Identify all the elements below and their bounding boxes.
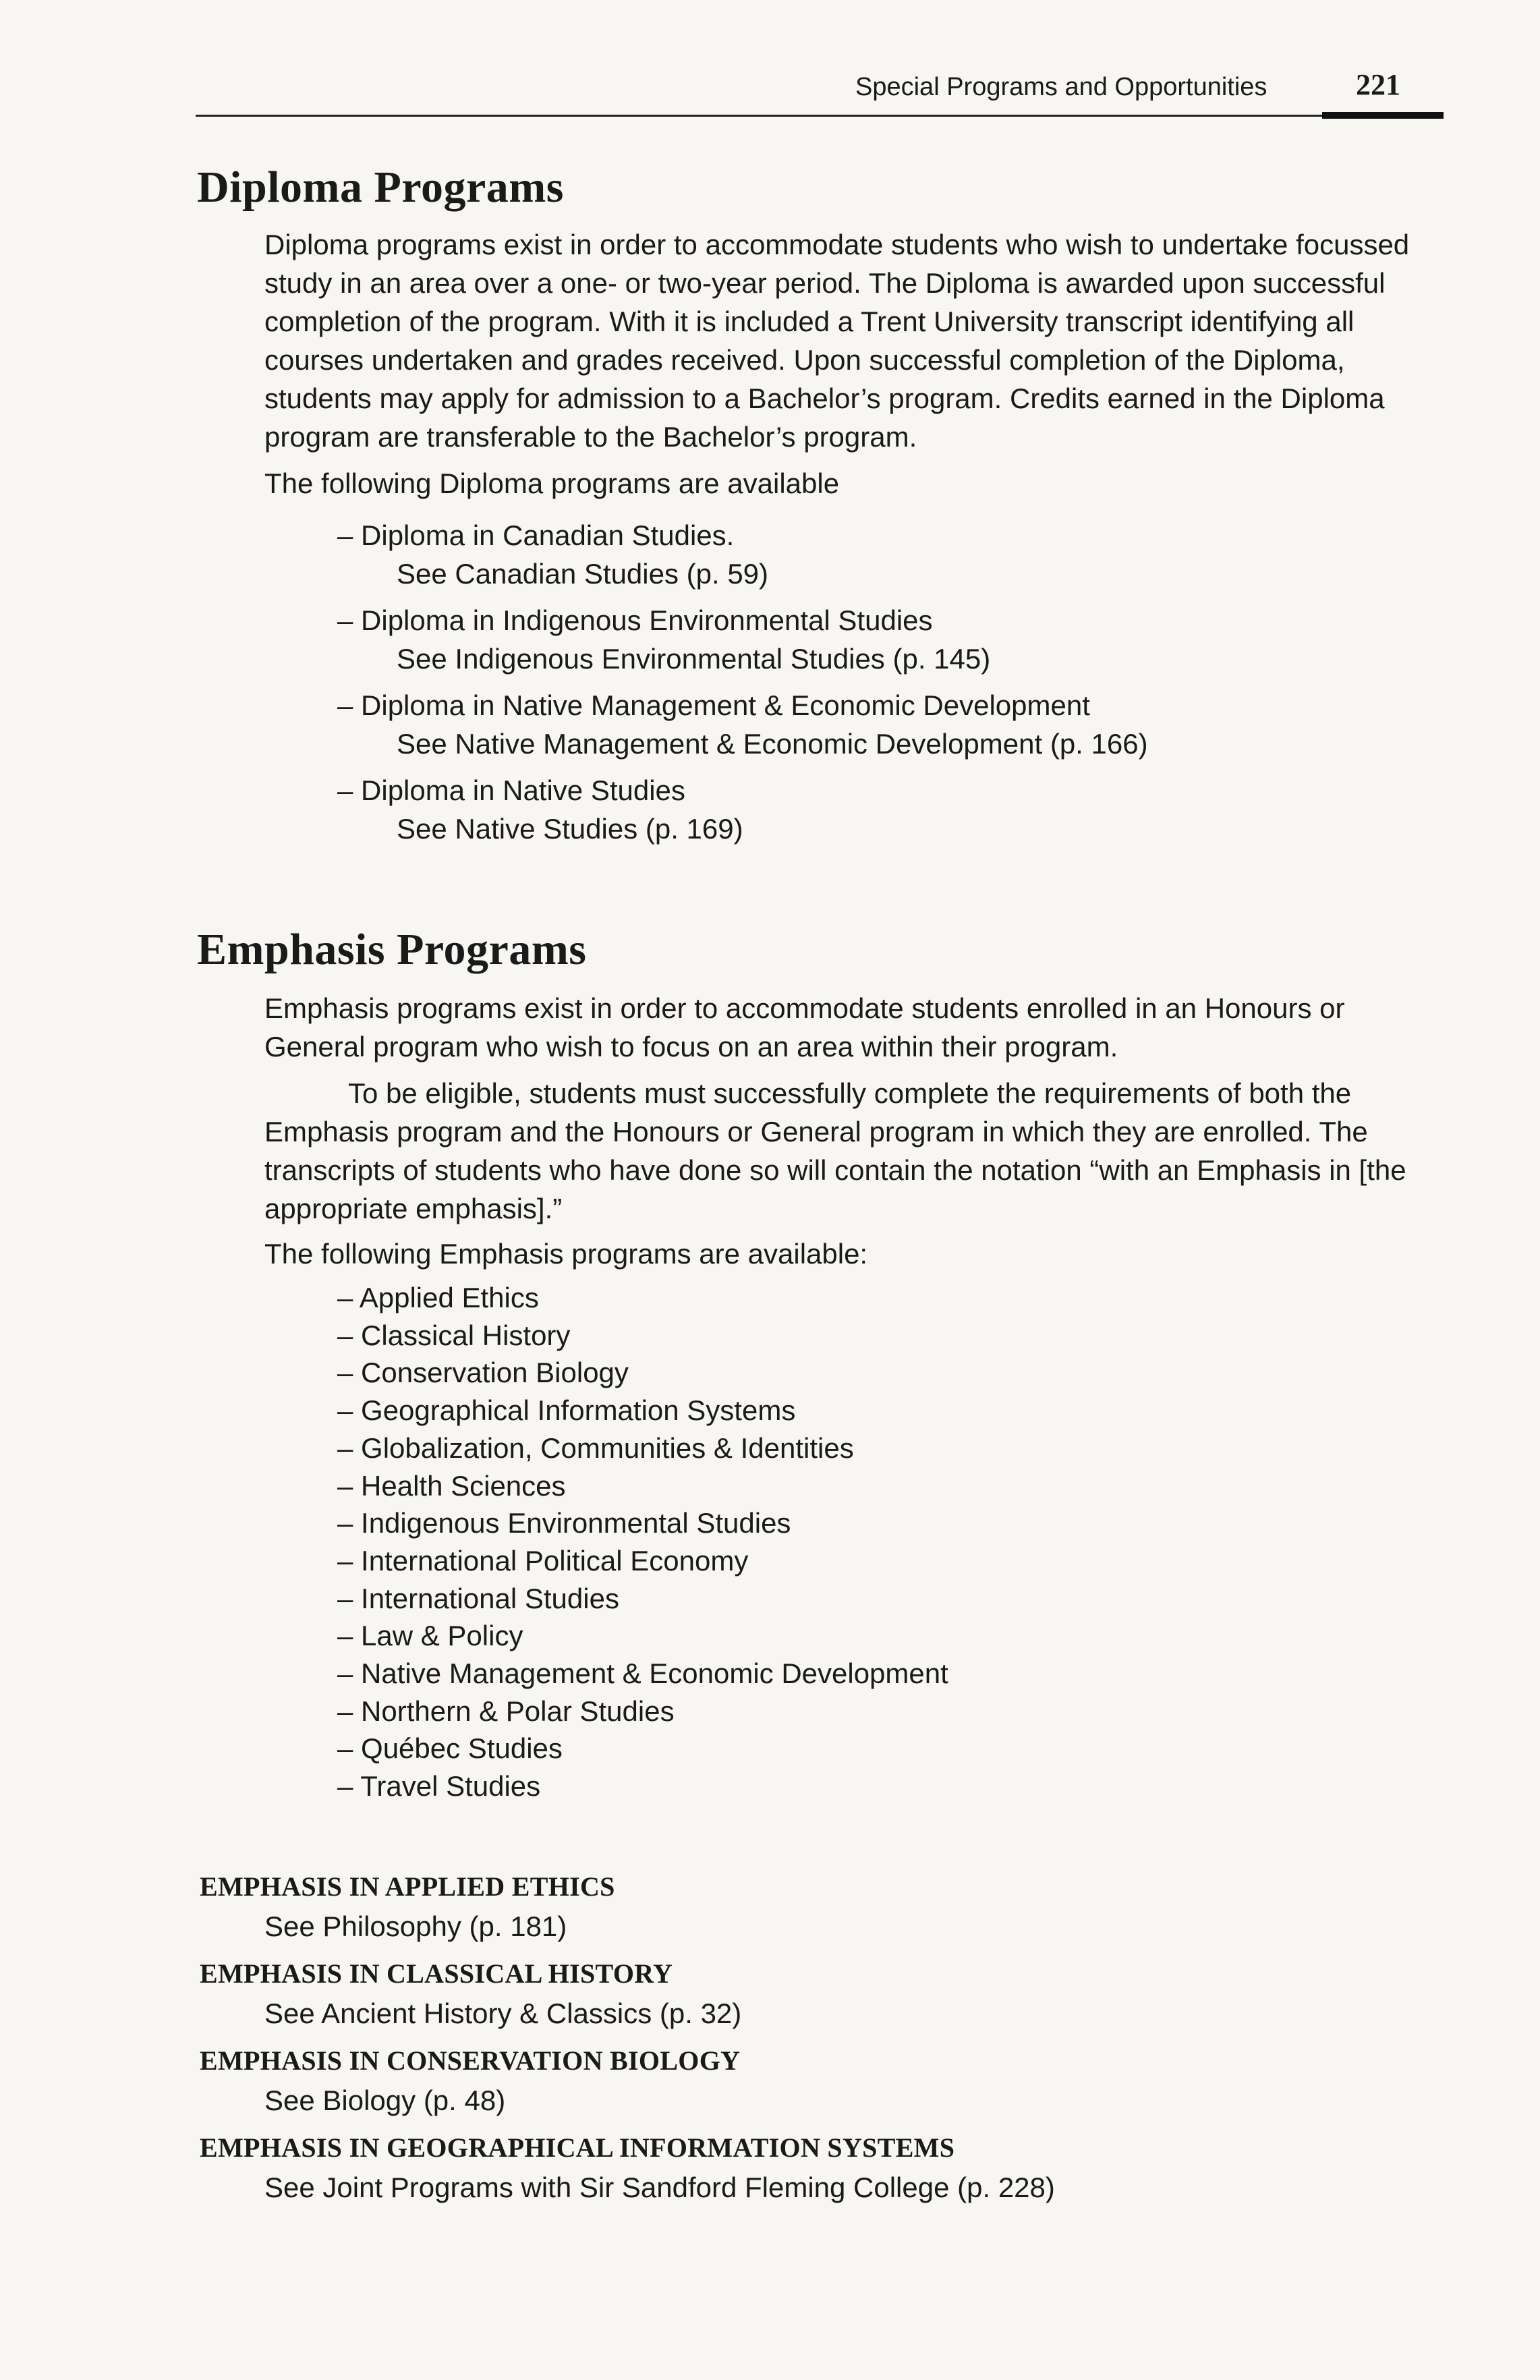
emphasis-item: – Indigenous Environmental Studies <box>337 1507 791 1539</box>
emphasis-eligibility-paragraph: To be eligible, students must successfully complete the requirements of both the Emphasis program and the Honours or General program in which they are enrolled. The transcripts of students who have done so will contain the notation “with an Emphasis in [the appropriate emphasis].” <box>264 1077 1406 1224</box>
emphasis-section-title: Emphasis Programs <box>197 925 587 974</box>
emphasis-item: – Québec Studies <box>337 1732 563 1765</box>
running-header-title: Special Programs and Opportunities <box>855 73 1267 101</box>
diploma-item <box>337 771 1148 848</box>
page-number: 221 <box>1356 68 1400 101</box>
emphasis-item: – Globalization, Communities & Identities <box>337 1432 854 1464</box>
diploma-list-lead: The following Diploma programs are available <box>264 468 840 499</box>
diploma-item <box>337 686 1148 763</box>
diploma-program-list <box>337 516 1148 848</box>
diploma-item-reference: See Native Management & Economic Development (p. 166) <box>397 728 1148 760</box>
emphasis-item: – Native Management & Economic Development <box>337 1658 948 1690</box>
emphasis-list-lead: The following Emphasis programs are available: <box>264 1238 868 1270</box>
header-rule <box>196 115 1444 117</box>
diploma-intro-paragraph: Diploma programs exist in order to accommodate students who wish to undertake focussed study in an area over a one- or two-year period. The Diploma is awarded upon successful completion of the program. With it is included a Trent University transcript identifying all courses undertaken and grades received. Upon successful completion of the Diploma, students may apply for admission to a Bachelor’s program. Credits earned in the Diploma program are transferable to the Bachelor’s program. <box>264 229 1410 453</box>
emphasis-item: – International Studies <box>337 1582 619 1614</box>
diploma-item <box>337 601 1148 678</box>
entry-reference-classical-history: See Ancient History & Classics (p. 32) <box>264 1998 742 2029</box>
emphasis-item: – Conservation Biology <box>337 1357 629 1389</box>
entry-heading-applied-ethics: EMPHASIS IN APPLIED ETHICS <box>200 1871 615 1902</box>
emphasis-item: – International Political Economy <box>337 1544 749 1577</box>
entry-heading-classical-history: EMPHASIS IN CLASSICAL HISTORY <box>200 1958 673 1989</box>
header-rule-accent <box>1322 112 1444 119</box>
diploma-item-reference: See Canadian Studies (p. 59) <box>397 558 769 590</box>
diploma-section-title: Diploma Programs <box>197 163 564 212</box>
entry-heading-conservation-biology: EMPHASIS IN CONSERVATION BIOLOGY <box>200 2045 741 2076</box>
emphasis-program-list <box>337 1279 948 1805</box>
emphasis-item: – Applied Ethics <box>337 1282 539 1313</box>
entry-reference-geographical-information-systems: See Joint Programs with Sir Sandford Fleming College (p. 228) <box>264 2172 1055 2203</box>
emphasis-item: – Classical History <box>337 1319 571 1351</box>
diploma-item-name: – Diploma in Indigenous Environmental Studies <box>337 604 933 636</box>
diploma-item-reference: See Native Studies (p. 169) <box>397 813 743 845</box>
emphasis-item: – Law & Policy <box>337 1620 523 1652</box>
emphasis-item: – Health Sciences <box>337 1469 566 1502</box>
diploma-item-name: – Diploma in Canadian Studies. <box>337 519 735 551</box>
entry-heading-geographical-information-systems: EMPHASIS IN GEOGRAPHICAL INFORMATION SYSTEMS <box>200 2132 955 2163</box>
emphasis-item: – Travel Studies <box>337 1770 541 1803</box>
diploma-item-name: – Diploma in Native Studies <box>337 774 685 806</box>
diploma-item <box>337 516 1148 593</box>
emphasis-item: – Northern & Polar Studies <box>337 1695 675 1727</box>
diploma-item-reference: See Indigenous Environmental Studies (p. 145) <box>397 643 991 675</box>
diploma-item-name: – Diploma in Native Management & Economic Development <box>337 689 1090 721</box>
emphasis-item: – Geographical Information Systems <box>337 1394 796 1427</box>
entry-reference-conservation-biology: See Biology (p. 48) <box>264 2085 506 2116</box>
emphasis-intro-paragraph: Emphasis programs exist in order to accommodate students enrolled in an Honours or General program who wish to focus on an area within their program. <box>264 992 1345 1062</box>
entry-reference-applied-ethics: See Philosophy (p. 181) <box>264 1910 567 1942</box>
